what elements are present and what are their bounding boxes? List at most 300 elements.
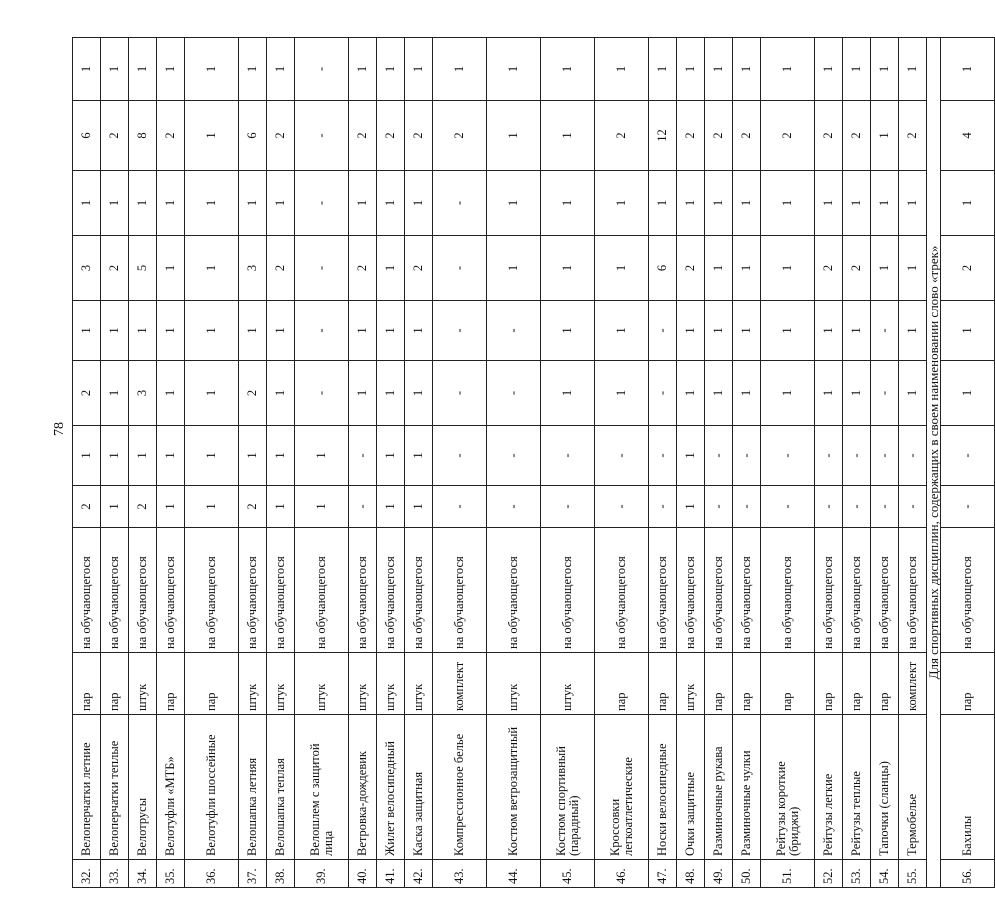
term-2-cell: 1 [677,301,705,361]
item-name-cell: Рейтузы теплые [843,715,871,860]
item-name-cell: Велотуфли шоссейные [185,715,239,860]
term-3-cell: 1 [73,171,101,236]
term-2-cell: 1 [941,301,995,361]
term-3-cell: 1 [239,171,267,236]
term-1-cell: 1 [101,426,129,486]
unit-cell: пар [941,653,995,715]
term-2-cell: 1 [899,301,927,361]
table-row [705,38,733,888]
unit-cell: пар [185,653,239,715]
table-row [595,38,649,888]
basis-cell: на обучающегося [295,528,349,653]
item-name-cell: Рейтузы короткие (бриджи) [761,715,815,860]
unit-cell: пар [871,653,899,715]
section-header-row [927,38,941,888]
qty-3-cell: 1 [871,236,899,301]
table-row [899,38,927,888]
term-1-cell: - [433,426,487,486]
term-2-cell: 1 [73,301,101,361]
term-1-cell: - [595,426,649,486]
table-row [185,38,239,888]
qty-1-cell: 2 [73,486,101,528]
item-name-cell: Жилет велосипедный [377,715,405,860]
qty-3-cell: - [433,236,487,301]
term-4-cell: 1 [101,38,129,101]
item-name-cell: Бахилы [941,715,995,860]
qty-1-cell: - [815,486,843,528]
unit-cell: пар [649,653,677,715]
table-row [157,38,185,888]
qty-2-cell: 1 [377,361,405,426]
term-2-cell: 1 [239,301,267,361]
term-4-cell: 1 [871,38,899,101]
term-3-cell: 1 [101,171,129,236]
term-4-cell: 1 [185,38,239,101]
item-name-cell: Разминочные чулки [733,715,761,860]
qty-4-cell: 1 [487,101,541,171]
qty-4-cell: 2 [377,101,405,171]
item-name-cell: Велошапка летняя [239,715,267,860]
item-name-cell: Рейтузы легкие [815,715,843,860]
term-3-cell: 1 [267,171,295,236]
qty-4-cell: 2 [761,101,815,171]
term-4-cell: 1 [941,38,995,101]
term-3-cell: 1 [677,171,705,236]
term-1-cell: 1 [295,426,349,486]
qty-3-cell: 1 [595,236,649,301]
term-2-cell: 1 [843,301,871,361]
qty-3-cell: 3 [73,236,101,301]
item-number-cell: 35. [157,860,185,888]
item-number-cell: 56. [941,860,995,888]
qty-3-cell: 1 [705,236,733,301]
unit-cell: пар [101,653,129,715]
item-number-cell: 48. [677,860,705,888]
item-number-cell: 37. [239,860,267,888]
term-2-cell: 1 [705,301,733,361]
item-number-cell: 39. [295,860,349,888]
term-1-cell: - [871,426,899,486]
term-3-cell: 1 [349,171,377,236]
table-row [541,38,595,888]
basis-cell: на обучающегося [433,528,487,653]
qty-2-cell: 1 [815,361,843,426]
table-row [941,38,995,888]
term-1-cell: - [349,426,377,486]
table-row [871,38,899,888]
unit-cell: пар [815,653,843,715]
qty-1-cell: - [487,486,541,528]
table-row [129,38,157,888]
term-1-cell: 1 [157,426,185,486]
term-3-cell: 1 [405,171,433,236]
basis-cell: на обучающегося [157,528,185,653]
term-4-cell: 1 [239,38,267,101]
unit-cell: штук [541,653,595,715]
qty-4-cell: 2 [101,101,129,171]
unit-cell: комплект [433,653,487,715]
qty-3-cell: 2 [677,236,705,301]
qty-2-cell: 3 [129,361,157,426]
qty-3-cell: 1 [377,236,405,301]
term-3-cell: 1 [941,171,995,236]
qty-2-cell: 1 [267,361,295,426]
item-number-cell: 36. [185,860,239,888]
item-number-cell: 44. [487,860,541,888]
item-number-cell: 50. [733,860,761,888]
item-number-cell: 33. [101,860,129,888]
basis-cell: на обучающегося [761,528,815,653]
qty-3-cell: 6 [649,236,677,301]
term-3-cell: 1 [487,171,541,236]
qty-4-cell: 2 [843,101,871,171]
table-row [487,38,541,888]
item-number-cell: 40. [349,860,377,888]
term-2-cell: 1 [101,301,129,361]
term-4-cell: 1 [899,38,927,101]
qty-3-cell: 1 [733,236,761,301]
term-4-cell: 1 [595,38,649,101]
qty-4-cell: 6 [239,101,267,171]
qty-4-cell: 2 [349,101,377,171]
qty-4-cell: 2 [267,101,295,171]
table-row [405,38,433,888]
table-row [101,38,129,888]
basis-cell: на обучающегося [871,528,899,653]
qty-1-cell: 1 [377,486,405,528]
item-name-cell: Велотуфли «МТБ» [157,715,185,860]
qty-1-cell: - [871,486,899,528]
qty-3-cell: 1 [487,236,541,301]
qty-3-cell: 2 [349,236,377,301]
term-1-cell: - [843,426,871,486]
term-4-cell: 1 [705,38,733,101]
basis-cell: на обучающегося [899,528,927,653]
term-2-cell: 1 [157,301,185,361]
basis-cell: на обучающегося [239,528,267,653]
table-row [295,38,349,888]
term-3-cell: 1 [871,171,899,236]
term-3-cell: - [295,171,349,236]
unit-cell: штук [377,653,405,715]
qty-1-cell: 1 [677,486,705,528]
qty-2-cell: 1 [733,361,761,426]
term-4-cell: 1 [129,38,157,101]
qty-3-cell: 2 [101,236,129,301]
term-2-cell: 1 [595,301,649,361]
qty-1-cell: - [649,486,677,528]
qty-4-cell: 2 [705,101,733,171]
term-4-cell: 1 [157,38,185,101]
term-3-cell: 1 [541,171,595,236]
qty-1-cell: - [761,486,815,528]
term-2-cell: 1 [185,301,239,361]
qty-2-cell: 2 [73,361,101,426]
item-name-cell: Велотрусы [129,715,157,860]
basis-cell: на обучающегося [649,528,677,653]
term-1-cell: 1 [267,426,295,486]
term-1-cell: 1 [185,426,239,486]
qty-4-cell: 2 [733,101,761,171]
term-1-cell: - [815,426,843,486]
qty-2-cell: - [295,361,349,426]
qty-1-cell: - [733,486,761,528]
term-1-cell: 1 [73,426,101,486]
table-row [267,38,295,888]
item-number-cell: 53. [843,860,871,888]
term-3-cell: 1 [815,171,843,236]
qty-3-cell: 2 [941,236,995,301]
term-2-cell: 1 [761,301,815,361]
item-name-cell: Костюм ветрозащитный [487,715,541,860]
qty-4-cell: 2 [677,101,705,171]
qty-2-cell: 1 [349,361,377,426]
qty-3-cell: 3 [239,236,267,301]
term-2-cell: 1 [349,301,377,361]
qty-2-cell: 1 [541,361,595,426]
unit-cell: штук [239,653,267,715]
unit-cell: пар [733,653,761,715]
item-number-cell: 54. [871,860,899,888]
section-header: Для спортивных дисциплин, содержащих в своем наименовании слово «трек» [927,38,941,888]
item-name-cell: Ветровка-дождевик [349,715,377,860]
term-4-cell: 1 [377,38,405,101]
qty-4-cell: 6 [73,101,101,171]
qty-4-cell: - [295,101,349,171]
term-4-cell: 1 [761,38,815,101]
term-3-cell: 1 [705,171,733,236]
term-1-cell: - [761,426,815,486]
qty-1-cell: - [899,486,927,528]
equipment-table [72,37,995,888]
qty-4-cell: 2 [157,101,185,171]
rotated-table-wrapper [72,38,974,888]
table-row [433,38,487,888]
term-3-cell: 1 [649,171,677,236]
basis-cell: на обучающегося [267,528,295,653]
term-2-cell: 1 [541,301,595,361]
item-name-cell: Велоперчатки летние [73,715,101,860]
item-name-cell: Велоперчатки теплые [101,715,129,860]
term-2-cell: 1 [267,301,295,361]
term-4-cell: 1 [349,38,377,101]
term-4-cell: 1 [433,38,487,101]
term-1-cell: - [941,426,995,486]
item-number-cell: 49. [705,860,733,888]
term-1-cell: - [899,426,927,486]
qty-1-cell: - [541,486,595,528]
qty-4-cell: 2 [899,101,927,171]
qty-2-cell: 1 [899,361,927,426]
unit-cell: пар [73,653,101,715]
qty-3-cell: 1 [761,236,815,301]
item-number-cell: 47. [649,860,677,888]
item-name-cell: Кроссовки легкоатлетические [595,715,649,860]
basis-cell: на обучающегося [377,528,405,653]
qty-2-cell: 1 [595,361,649,426]
table-row [761,38,815,888]
item-name-cell: Компрессионное белье [433,715,487,860]
basis-cell: на обучающегося [73,528,101,653]
item-number-cell: 43. [433,860,487,888]
unit-cell: штук [487,653,541,715]
item-number-cell: 38. [267,860,295,888]
unit-cell: штук [129,653,157,715]
term-3-cell: 1 [377,171,405,236]
qty-3-cell: 1 [541,236,595,301]
term-1-cell: 1 [239,426,267,486]
term-2-cell: - [487,301,541,361]
unit-cell: комплект [899,653,927,715]
term-1-cell: 1 [405,426,433,486]
term-4-cell: - [295,38,349,101]
item-number-cell: 32. [73,860,101,888]
item-name-cell: Разминочные рукава [705,715,733,860]
basis-cell: на обучающегося [843,528,871,653]
basis-cell: на обучающегося [541,528,595,653]
qty-1-cell: 1 [295,486,349,528]
qty-1-cell: 2 [239,486,267,528]
qty-2-cell: 1 [677,361,705,426]
qty-1-cell: 1 [267,486,295,528]
unit-cell: пар [595,653,649,715]
item-number-cell: 52. [815,860,843,888]
qty-2-cell: 1 [761,361,815,426]
term-1-cell: - [649,426,677,486]
basis-cell: на обучающегося [487,528,541,653]
term-4-cell: 1 [267,38,295,101]
item-name-cell: Термобелье [899,715,927,860]
qty-2-cell: - [871,361,899,426]
item-name-cell: Тапочки (сланцы) [871,715,899,860]
item-number-cell: 46. [595,860,649,888]
qty-1-cell: 1 [405,486,433,528]
qty-1-cell: 1 [101,486,129,528]
term-3-cell: 1 [761,171,815,236]
unit-cell: штук [405,653,433,715]
term-4-cell: 1 [73,38,101,101]
qty-4-cell: 1 [185,101,239,171]
qty-4-cell: 2 [595,101,649,171]
term-2-cell: - [433,301,487,361]
table-row [677,38,705,888]
table-body [73,38,995,888]
term-1-cell: - [733,426,761,486]
term-2-cell: 1 [405,301,433,361]
term-2-cell: 1 [377,301,405,361]
qty-2-cell: - [487,361,541,426]
term-1-cell: 1 [677,426,705,486]
term-4-cell: 1 [677,38,705,101]
table-row [649,38,677,888]
basis-cell: на обучающегося [101,528,129,653]
basis-cell: на обучающегося [405,528,433,653]
qty-1-cell: 1 [185,486,239,528]
qty-4-cell: 2 [433,101,487,171]
qty-2-cell: 1 [405,361,433,426]
basis-cell: на обучающегося [677,528,705,653]
qty-3-cell: - [295,236,349,301]
qty-4-cell: 8 [129,101,157,171]
qty-4-cell: 4 [941,101,995,171]
item-name-cell: Велошапка теплая [267,715,295,860]
qty-4-cell: 12 [649,101,677,171]
unit-cell: пар [761,653,815,715]
term-3-cell: 1 [843,171,871,236]
unit-cell: штук [295,653,349,715]
table-row [733,38,761,888]
qty-3-cell: 2 [405,236,433,301]
qty-4-cell: 1 [541,101,595,171]
qty-1-cell: - [843,486,871,528]
qty-4-cell: 1 [871,101,899,171]
qty-2-cell: - [433,361,487,426]
term-1-cell: - [541,426,595,486]
table-row [349,38,377,888]
item-number-cell: 45. [541,860,595,888]
qty-1-cell: 2 [129,486,157,528]
term-3-cell: 1 [733,171,761,236]
qty-3-cell: 5 [129,236,157,301]
qty-2-cell: 1 [705,361,733,426]
unit-cell: пар [705,653,733,715]
term-2-cell: - [295,301,349,361]
basis-cell: на обучающегося [185,528,239,653]
item-name-cell: Носки велосипедные [649,715,677,860]
term-4-cell: 1 [815,38,843,101]
qty-3-cell: 2 [843,236,871,301]
unit-cell: пар [843,653,871,715]
qty-3-cell: 2 [267,236,295,301]
item-name-cell: Велошлем с защитой лица [295,715,349,860]
term-2-cell: 1 [129,301,157,361]
qty-3-cell: 1 [185,236,239,301]
qty-1-cell: - [595,486,649,528]
qty-1-cell: - [433,486,487,528]
qty-3-cell: 2 [815,236,843,301]
term-4-cell: 1 [733,38,761,101]
table-row [239,38,267,888]
qty-2-cell: 1 [157,361,185,426]
item-number-cell: 42. [405,860,433,888]
qty-4-cell: 2 [815,101,843,171]
qty-2-cell: - [649,361,677,426]
term-3-cell: 1 [185,171,239,236]
qty-3-cell: 1 [899,236,927,301]
qty-1-cell: - [941,486,995,528]
term-2-cell: - [871,301,899,361]
term-3-cell: 1 [129,171,157,236]
table-row [377,38,405,888]
basis-cell: на обучающегося [705,528,733,653]
basis-cell: на обучающегося [815,528,843,653]
page-number: 78 [52,422,67,436]
item-name-cell: Каска защитная [405,715,433,860]
item-number-cell: 41. [377,860,405,888]
qty-2-cell: 1 [843,361,871,426]
unit-cell: штук [677,653,705,715]
item-name-cell: Очки защитные [677,715,705,860]
qty-3-cell: 1 [157,236,185,301]
item-name-cell: Костюм спортивный (парадный) [541,715,595,860]
qty-2-cell: 1 [941,361,995,426]
term-4-cell: 1 [405,38,433,101]
term-2-cell: - [649,301,677,361]
table-row [73,38,101,888]
term-4-cell: 1 [843,38,871,101]
term-3-cell: 1 [157,171,185,236]
term-3-cell: 1 [899,171,927,236]
